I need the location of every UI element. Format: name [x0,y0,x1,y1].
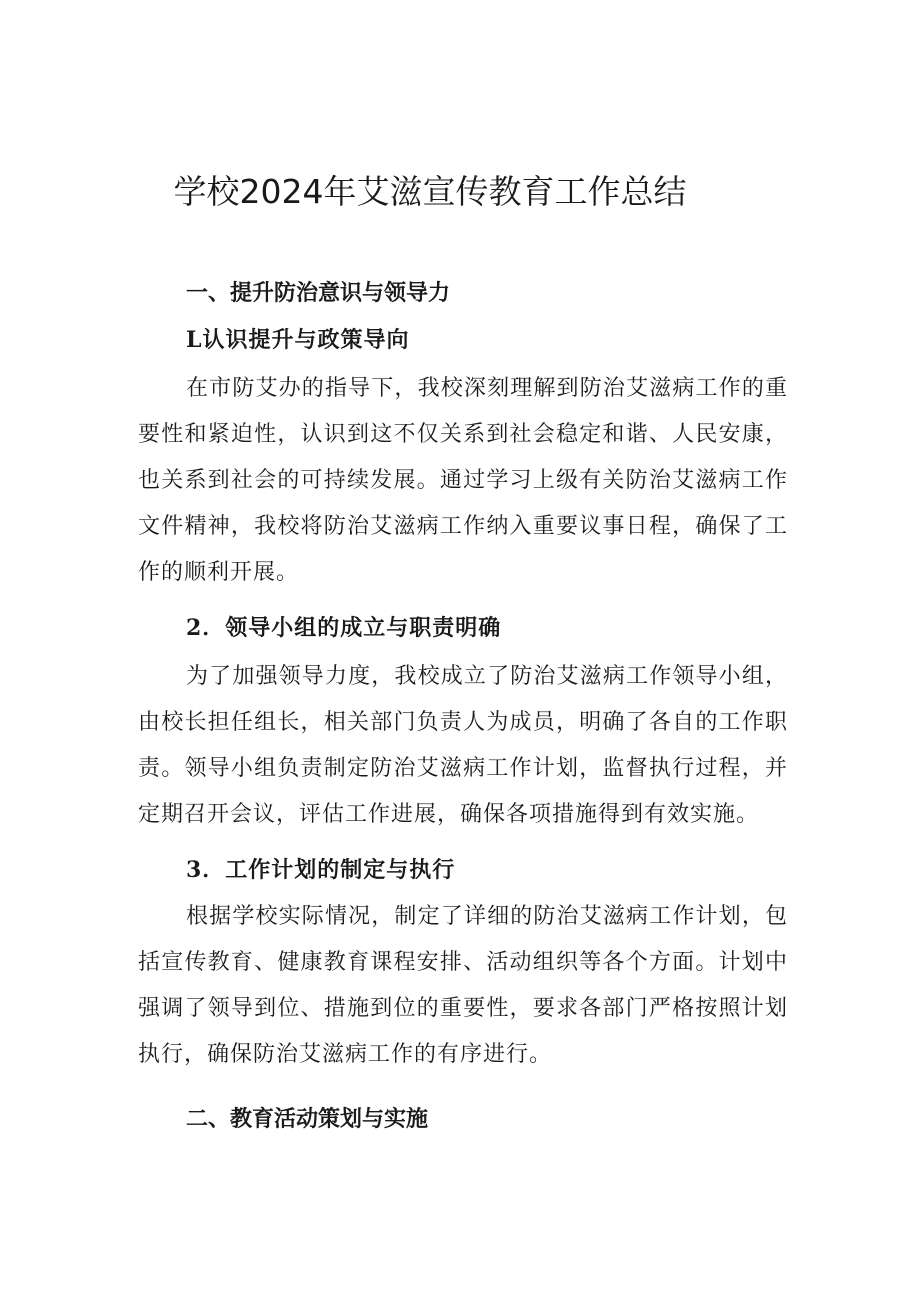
paragraph-1-2: 为了加强领导力度，我校成立了防治艾滋病工作领导小组，由校长担任组长，相关部门负责人为成员，明确了各自的工作职责。领导小组负责制定防治艾滋病工作计划，监督执行过程，并定期召开会议，评估工作进展，确保各项措施得到有效实施。 [138,664,788,827]
subsection-heading-1-2: 2．领导小组的成立与职责明确 [186,615,502,641]
paragraph-1-3: 根据学校实际情况，制定了详细的防治艾滋病工作计划，包括宣传教育、健康教育课程安排、活动组织等各个方面。计划中强调了领导到位、措施到位的重要性，要求各部门严格按照计划执行，确保防治艾滋病工作的有序进行。 [138,904,788,1067]
paragraph-1-1: 在市防艾办的指导下，我校深刻理解到防治艾滋病工作的重要性和紧迫性，认识到这不仅关系到社会稳定和谐、人民安康，也关系到社会的可持续发展。通过学习上级有关防治艾滋病工作文件精神，我校将防治艾滋病工作纳入重要议事日程，确保了工作的顺利开展。 [138,376,788,585]
section-heading-1: 一、提升防治意识与领导力 [186,281,451,306]
subsection-heading-1-1: L认识提升与政策导向 [186,327,410,353]
section-heading-2: 二、教育活动策划与实施 [186,1107,429,1132]
subsection-heading-1-3: 3．工作计划的制定与执行 [186,857,456,883]
document-title: 学校2024年艾滋宣传教育工作总结 [173,172,687,211]
